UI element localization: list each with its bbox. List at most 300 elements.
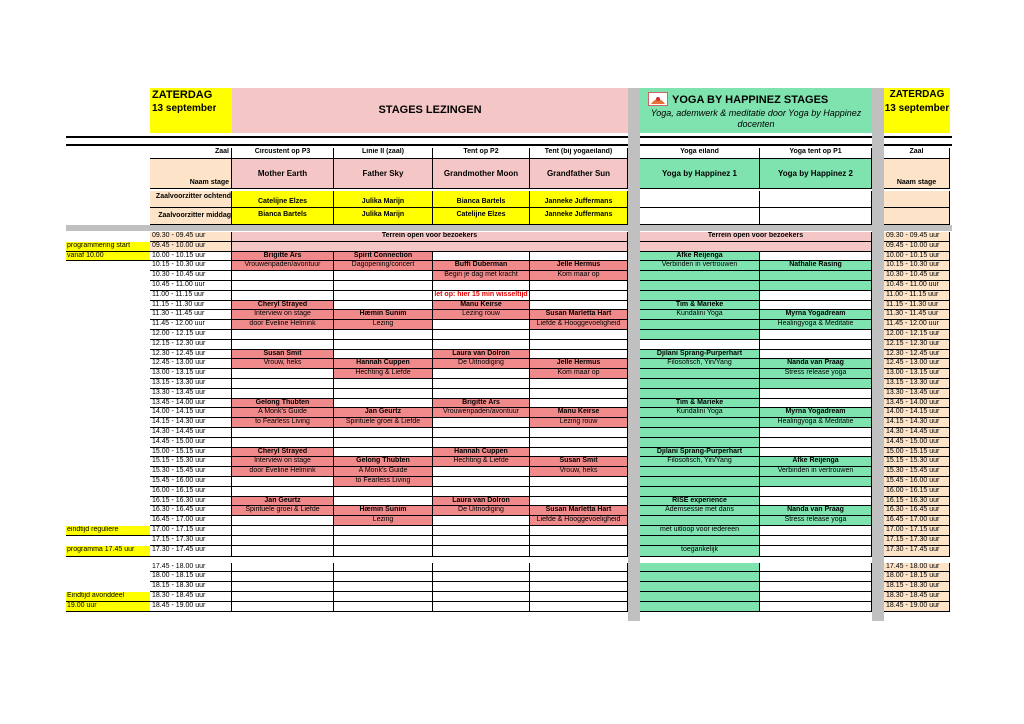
session-cell: Jelle Hermus bbox=[530, 359, 628, 369]
session-cell: Kundalini Yoga bbox=[640, 310, 760, 320]
session-cell: Begin je dag met kracht bbox=[433, 271, 530, 281]
session-cell: Lezing rouw bbox=[433, 310, 530, 320]
time-left-24: 15.30 - 15.45 uur bbox=[150, 467, 232, 477]
slot-19-2 bbox=[433, 418, 530, 428]
terrein-open-stages: Terrein open voor bezoekers bbox=[232, 232, 628, 242]
yoga-fill bbox=[640, 516, 760, 526]
time-left-30: 17.00 - 17.15 uur bbox=[150, 526, 232, 536]
chair-morning-0: Catelijne Elzes bbox=[232, 191, 334, 208]
slot-31-5 bbox=[760, 536, 872, 546]
time-left-5: 10.45 - 11.00 uur bbox=[150, 281, 232, 291]
time-left-15: 13.15 - 13.30 uur bbox=[150, 379, 232, 389]
slot-31-2 bbox=[433, 536, 530, 546]
session-cell: Cheryl Strayed bbox=[232, 448, 334, 458]
slot-16-3 bbox=[530, 389, 628, 399]
session-cell: Susan Marletta Hart bbox=[530, 310, 628, 320]
slot-32-5 bbox=[760, 546, 872, 557]
time-left-13: 12.45 - 13.00 uur bbox=[150, 359, 232, 369]
time-right-16: 13.30 - 13.45 uur bbox=[884, 389, 950, 399]
time-right-11: 12.15 - 12.30 uur bbox=[884, 340, 950, 350]
slot-25-3 bbox=[530, 477, 628, 487]
session-cell: to Fearless Living bbox=[232, 418, 334, 428]
separator-left bbox=[628, 88, 640, 621]
chair-afternoon-2: Catelijne Elzes bbox=[433, 208, 530, 225]
stage-name-label-left: Naam stage bbox=[150, 159, 232, 189]
slot-30-5 bbox=[760, 526, 872, 536]
session-cell: De Uitnodiging bbox=[433, 506, 530, 516]
session-cell: Verbinden in vertrouwen bbox=[760, 467, 872, 477]
time-left-36: 18.15 - 18.30 uur bbox=[150, 582, 232, 592]
time-right-25: 15.45 - 16.00 uur bbox=[884, 477, 950, 487]
session-cell: Lezing rouw bbox=[530, 418, 628, 428]
slot-15-2 bbox=[433, 379, 530, 389]
session-cell: Hechting & Liefde bbox=[334, 369, 433, 379]
time-left-4: 10.30 - 10.45 uur bbox=[150, 271, 232, 281]
time-left-10: 12.00 - 12.15 uur bbox=[150, 330, 232, 340]
stage-name-label-right: Naam stage bbox=[884, 159, 950, 189]
chair-afternoon-3: Janneke Juffermans bbox=[530, 208, 628, 225]
slot-6-0 bbox=[232, 291, 334, 301]
yoga-fill bbox=[640, 369, 760, 379]
slot-31-3 bbox=[530, 536, 628, 546]
time-left-16: 13.30 - 13.45 uur bbox=[150, 389, 232, 399]
time-right-26: 16.00 - 16.15 uur bbox=[884, 487, 950, 497]
yoga-fill bbox=[640, 271, 760, 281]
slot-10-5 bbox=[760, 330, 872, 340]
session-cell: Laura van Dolron bbox=[433, 497, 530, 507]
session-cell: Verbinden in vertrouwen bbox=[640, 261, 760, 271]
yoga-fill bbox=[640, 536, 760, 546]
time-left-12: 12.30 - 12.45 uur bbox=[150, 350, 232, 360]
venue-4: Yoga eiland bbox=[640, 148, 760, 159]
separator-band bbox=[66, 225, 952, 231]
slot-7-3 bbox=[530, 301, 628, 311]
session-cell: Interview on stage bbox=[232, 457, 334, 467]
session-cell: Spirituele groei & Liefde bbox=[334, 418, 433, 428]
slot-26-5 bbox=[760, 487, 872, 497]
time-left-22: 15.00 - 15.15 uur bbox=[150, 448, 232, 458]
venue-3: Tent (bij yogaeiland) bbox=[530, 148, 628, 159]
time-left-11: 12.15 - 12.30 uur bbox=[150, 340, 232, 350]
side-note-end_2: programma 17.45 uur bbox=[66, 546, 150, 557]
yoga-fill bbox=[760, 271, 872, 281]
slot-32-2 bbox=[433, 546, 530, 557]
session-cell: Jelle Hermus bbox=[530, 261, 628, 271]
yoga-fill bbox=[640, 428, 760, 438]
session-cell: Liefde & Hooggevoeligheid bbox=[530, 516, 628, 526]
slot-20-2 bbox=[433, 428, 530, 438]
yoga-fill bbox=[640, 379, 760, 389]
venue-0: Circustent op P3 bbox=[232, 148, 334, 159]
session-cell: A Monk's Guide bbox=[232, 408, 334, 418]
session-cell: Vrouw, heks bbox=[232, 359, 334, 369]
session-cell: Vrouw, heks bbox=[530, 467, 628, 477]
slot-4-1 bbox=[334, 271, 433, 281]
slot-35-2 bbox=[433, 572, 530, 582]
session-cell: Kundalini Yoga bbox=[640, 408, 760, 418]
chair-afternoon-5 bbox=[760, 208, 872, 225]
terrein-open-yoga: Terrein open voor bezoekers bbox=[640, 232, 872, 242]
slot-31-0 bbox=[232, 536, 334, 546]
session-cell: Afke Reijenga bbox=[640, 252, 760, 262]
slot-22-3 bbox=[530, 448, 628, 458]
time-right-12: 12.30 - 12.45 uur bbox=[884, 350, 950, 360]
session-cell: Interview on stage bbox=[232, 310, 334, 320]
separator-right bbox=[872, 88, 884, 621]
yoga-fill bbox=[640, 438, 760, 448]
time-right-0: 09.30 - 09.45 uur bbox=[884, 232, 950, 242]
chair-morning-5 bbox=[760, 191, 872, 208]
slot-17-3 bbox=[530, 399, 628, 409]
time-right-3: 10.15 - 10.30 uur bbox=[884, 261, 950, 271]
slot-36-0 bbox=[232, 582, 334, 592]
schedule-grid bbox=[66, 88, 952, 621]
session-cell: Susan Smit bbox=[232, 350, 334, 360]
session-cell: Hæmin Sunim bbox=[334, 310, 433, 320]
time-right-7: 11.15 - 11.30 uur bbox=[884, 301, 950, 311]
slot-12-5 bbox=[760, 350, 872, 360]
slot-35-5 bbox=[760, 572, 872, 582]
time-right-34: 17.45 - 18.00 uur bbox=[884, 563, 950, 573]
slot-15-1 bbox=[334, 379, 433, 389]
slot-37-1 bbox=[334, 592, 433, 602]
slot-26-3 bbox=[530, 487, 628, 497]
time-left-6: 11.00 - 11.15 uur bbox=[150, 291, 232, 301]
slot-6-1 bbox=[334, 291, 433, 301]
time-left-31: 17.15 - 17.30 uur bbox=[150, 536, 232, 546]
time-right-14: 13.00 - 13.15 uur bbox=[884, 369, 950, 379]
slot-25-0 bbox=[232, 477, 334, 487]
slot-27-3 bbox=[530, 497, 628, 507]
slot-36-3 bbox=[530, 582, 628, 592]
time-left-9: 11.45 - 12.00 uur bbox=[150, 320, 232, 330]
slot-38-0 bbox=[232, 602, 334, 612]
slot-24-2 bbox=[433, 467, 530, 477]
header-day-left-title: ZATERDAG bbox=[152, 89, 213, 101]
session-cell: Manu Keirse bbox=[433, 301, 530, 311]
slot-30-0 bbox=[232, 526, 334, 536]
venue-1: Linie II (zaal) bbox=[334, 148, 433, 159]
slot-11-0 bbox=[232, 340, 334, 350]
session-cell: Djilani Sprang-Purperhart bbox=[640, 448, 760, 458]
time-left-21: 14.45 - 15.00 uur bbox=[150, 438, 232, 448]
slot-36-5 bbox=[760, 582, 872, 592]
session-cell: Afke Reijenga bbox=[760, 457, 872, 467]
slot-2-5 bbox=[760, 252, 872, 262]
yoga-fill bbox=[640, 477, 760, 487]
header-day-right-title: ZATERDAG bbox=[889, 89, 945, 100]
slot-34-2 bbox=[433, 563, 530, 573]
slot-27-5 bbox=[760, 497, 872, 507]
slot-21-5 bbox=[760, 438, 872, 448]
slot-32-0 bbox=[232, 546, 334, 557]
stage-name-5: Yoga by Happinez 2 bbox=[760, 159, 872, 189]
time-right-1: 09.45 - 10.00 uur bbox=[884, 242, 950, 252]
session-cell: Manu Keirse bbox=[530, 408, 628, 418]
yoga-fill bbox=[640, 487, 760, 497]
slot-9-2 bbox=[433, 320, 530, 330]
chair-afternoon-label: Zaalvoorzitter middag bbox=[150, 208, 232, 225]
session-cell: Tim & Marieke bbox=[640, 399, 760, 409]
slot-26-1 bbox=[334, 487, 433, 497]
time-left-32: 17.30 - 17.45 uur bbox=[150, 546, 232, 557]
slot-35-1 bbox=[334, 572, 433, 582]
slot-16-5 bbox=[760, 389, 872, 399]
slot-37-2 bbox=[433, 592, 530, 602]
slot-17-1 bbox=[334, 399, 433, 409]
slot-34-3 bbox=[530, 563, 628, 573]
time-right-19: 14.15 - 14.30 uur bbox=[884, 418, 950, 428]
schedule-sheet bbox=[66, 88, 952, 621]
venue-2: Tent op P2 bbox=[433, 148, 530, 159]
slot-2-3 bbox=[530, 252, 628, 262]
slot-6-5 bbox=[760, 291, 872, 301]
slot-10-2 bbox=[433, 330, 530, 340]
slot-11-3 bbox=[530, 340, 628, 350]
venue-label-left: Zaal bbox=[150, 148, 232, 159]
slot-26-0 bbox=[232, 487, 334, 497]
session-cell: Hannah Cuppen bbox=[433, 448, 530, 458]
session-cell: toegankelijk bbox=[640, 546, 760, 557]
yoga-fill bbox=[640, 582, 760, 592]
session-cell: Tim & Marieke bbox=[640, 301, 760, 311]
time-left-8: 11.30 - 11.45 uur bbox=[150, 310, 232, 320]
slot-26-2 bbox=[433, 487, 530, 497]
time-right-32: 17.30 - 17.45 uur bbox=[884, 546, 950, 557]
time-left-17: 13.45 - 14.00 uur bbox=[150, 399, 232, 409]
slot-2-2 bbox=[433, 252, 530, 262]
slot-29-2 bbox=[433, 516, 530, 526]
stage-name-4: Yoga by Happinez 1 bbox=[640, 159, 760, 189]
session-cell: Brigitte Ars bbox=[433, 399, 530, 409]
time-right-18: 14.00 - 14.15 uur bbox=[884, 408, 950, 418]
time-left-25: 15.45 - 16.00 uur bbox=[150, 477, 232, 487]
slot-21-1 bbox=[334, 438, 433, 448]
session-cell: met uitloop voor iedereen bbox=[640, 526, 760, 536]
time-right-6: 11.00 - 11.15 uur bbox=[884, 291, 950, 301]
slot-11-4 bbox=[640, 340, 760, 350]
slot-16-0 bbox=[232, 389, 334, 399]
chair-afternoon-1: Julika Marijn bbox=[334, 208, 433, 225]
session-cell: Nathalie Rasing bbox=[760, 261, 872, 271]
chair-morning-4 bbox=[640, 191, 760, 208]
time-right-2: 10.00 - 10.15 uur bbox=[884, 252, 950, 262]
yoga-fill bbox=[640, 592, 760, 602]
time-left-34: 17.45 - 18.00 uur bbox=[150, 563, 232, 573]
time-right-30: 17.00 - 17.15 uur bbox=[884, 526, 950, 536]
session-cell: Vrouwenpaden/avontuur bbox=[232, 261, 334, 271]
slot-34-0 bbox=[232, 563, 334, 573]
session-cell: Dagopening/concert bbox=[334, 261, 433, 271]
stage-name-0: Mother Earth bbox=[232, 159, 334, 189]
slot-38-3 bbox=[530, 602, 628, 612]
time-left-2: 10.00 - 10.15 uur bbox=[150, 252, 232, 262]
time-right-9: 11.45 - 12.00 uur bbox=[884, 320, 950, 330]
slot-36-2 bbox=[433, 582, 530, 592]
session-cell: Stress release yoga bbox=[760, 369, 872, 379]
slot-5-1 bbox=[334, 281, 433, 291]
time-left-28: 16.30 - 16.45 uur bbox=[150, 506, 232, 516]
session-cell: Cheryl Strayed bbox=[232, 301, 334, 311]
slot-11-2 bbox=[433, 340, 530, 350]
session-cell: let op: hier 15 min wisseltijd bbox=[433, 291, 530, 301]
time-left-23: 15.15 - 15.30 uur bbox=[150, 457, 232, 467]
time-right-4: 10.30 - 10.45 uur bbox=[884, 271, 950, 281]
slot-15-0 bbox=[232, 379, 334, 389]
slot-11-5 bbox=[760, 340, 872, 350]
session-cell: Hechting & Liefde bbox=[433, 457, 530, 467]
session-cell: Laura van Dolron bbox=[433, 350, 530, 360]
yoga-fill bbox=[760, 281, 872, 291]
venue-5: Yoga tent op P1 bbox=[760, 148, 872, 159]
session-cell: Healingyoga & Meditatie bbox=[760, 418, 872, 428]
slot-37-5 bbox=[760, 592, 872, 602]
session-cell: Spirit Connection bbox=[334, 252, 433, 262]
yoga-fill bbox=[640, 467, 760, 477]
time-right-8: 11.30 - 11.45 uur bbox=[884, 310, 950, 320]
time-right-24: 15.30 - 15.45 uur bbox=[884, 467, 950, 477]
yoga-fill bbox=[640, 572, 760, 582]
chair-afternoon-0: Bianca Bartels bbox=[232, 208, 334, 225]
slot-38-2 bbox=[433, 602, 530, 612]
venue-label-right: Zaal bbox=[884, 148, 950, 159]
slot-11-1 bbox=[334, 340, 433, 350]
time-left-38: 18.45 - 19.00 uur bbox=[150, 602, 232, 612]
session-cell: Hæmin Sunim bbox=[334, 506, 433, 516]
slot-30-1 bbox=[334, 526, 433, 536]
yoga-fill bbox=[640, 602, 760, 612]
session-cell: Vrouwenpaden/avontuur bbox=[433, 408, 530, 418]
side-note-evening_1: Eindtijd avonddeel bbox=[66, 592, 150, 602]
slot-21-0 bbox=[232, 438, 334, 448]
slot-34-1 bbox=[334, 563, 433, 573]
time-left-19: 14.15 - 14.30 uur bbox=[150, 418, 232, 428]
chair-morning-2: Bianca Bartels bbox=[433, 191, 530, 208]
session-cell: De Uitnodiging bbox=[433, 359, 530, 369]
session-cell: Liefde & Hooggevoeligheid bbox=[530, 320, 628, 330]
slot-30-3 bbox=[530, 526, 628, 536]
slot-32-3 bbox=[530, 546, 628, 557]
header-day-left-date: 13 september bbox=[152, 103, 217, 114]
time-left-18: 14.00 - 14.15 uur bbox=[150, 408, 232, 418]
session-cell: Ademsessie met dans bbox=[640, 506, 760, 516]
slot-20-3 bbox=[530, 428, 628, 438]
time-right-31: 17.15 - 17.30 uur bbox=[884, 536, 950, 546]
chair-morning-label: Zaalvoorzitter ochtend bbox=[150, 191, 232, 208]
session-cell: Filosofisch, Yin/Yang bbox=[640, 457, 760, 467]
session-cell: Lezing bbox=[334, 516, 433, 526]
slot-20-0 bbox=[232, 428, 334, 438]
time-right-20: 14.30 - 14.45 uur bbox=[884, 428, 950, 438]
time-left-1: 09.45 - 10.00 uur bbox=[150, 242, 232, 252]
slot-25-2 bbox=[433, 477, 530, 487]
time-left-26: 16.00 - 16.15 uur bbox=[150, 487, 232, 497]
slot-20-1 bbox=[334, 428, 433, 438]
slot-22-5 bbox=[760, 448, 872, 458]
slot-14-0 bbox=[232, 369, 334, 379]
time-right-27: 16.15 - 16.30 uur bbox=[884, 497, 950, 507]
session-cell: Kom maar op bbox=[530, 369, 628, 379]
header-yoga-subtitle: Yoga, ademwerk & meditatie door Yoga by Happinez docenten bbox=[650, 108, 862, 129]
time-right-15: 13.15 - 13.30 uur bbox=[884, 379, 950, 389]
time-right-38: 18.45 - 19.00 uur bbox=[884, 602, 950, 612]
yoga-fill bbox=[640, 418, 760, 428]
slot-4-0 bbox=[232, 271, 334, 281]
yoga-fill bbox=[760, 477, 872, 487]
slot-5-0 bbox=[232, 281, 334, 291]
time-left-0: 09.30 - 09.45 uur bbox=[150, 232, 232, 242]
time-right-21: 14.45 - 15.00 uur bbox=[884, 438, 950, 448]
time-right-29: 16.45 - 17.00 uur bbox=[884, 516, 950, 526]
session-cell: Stress release yoga bbox=[760, 516, 872, 526]
time-right-17: 13.45 - 14.00 uur bbox=[884, 399, 950, 409]
yoga-fill bbox=[640, 330, 760, 340]
yoga-fill bbox=[640, 563, 760, 573]
time-left-20: 14.30 - 14.45 uur bbox=[150, 428, 232, 438]
slot-7-5 bbox=[760, 301, 872, 311]
slot-37-0 bbox=[232, 592, 334, 602]
slot-31-1 bbox=[334, 536, 433, 546]
chair-morning-1: Julika Marijn bbox=[334, 191, 433, 208]
slot-32-1 bbox=[334, 546, 433, 557]
yoga-fill bbox=[640, 291, 760, 301]
slot-35-0 bbox=[232, 572, 334, 582]
session-cell: Spirituele groei & Liefde bbox=[232, 506, 334, 516]
time-right-5: 10.45 - 11.00 uur bbox=[884, 281, 950, 291]
slot-35-3 bbox=[530, 572, 628, 582]
session-cell: Filosofisch, Yin/Yang bbox=[640, 359, 760, 369]
slot-10-1 bbox=[334, 330, 433, 340]
slot-10-0 bbox=[232, 330, 334, 340]
session-cell: Kom maar op bbox=[530, 271, 628, 281]
yoga-fill bbox=[640, 281, 760, 291]
slot-12-1 bbox=[334, 350, 433, 360]
session-cell: Susan Smit bbox=[530, 457, 628, 467]
slot-34-5 bbox=[760, 563, 872, 573]
session-cell: Myrna Yogadream bbox=[760, 310, 872, 320]
header-yoga-title: YOGA BY HAPPINEZ STAGES bbox=[672, 94, 829, 106]
slot-27-1 bbox=[334, 497, 433, 507]
session-cell: Myrna Yogadream bbox=[760, 408, 872, 418]
session-cell: Jan Geurtz bbox=[232, 497, 334, 507]
session-cell: Healingyoga & Meditatie bbox=[760, 320, 872, 330]
slot-16-1 bbox=[334, 389, 433, 399]
time-left-14: 13.00 - 13.15 uur bbox=[150, 369, 232, 379]
header-stages-title: STAGES LEZINGEN bbox=[378, 104, 482, 116]
time-right-10: 12.00 - 12.15 uur bbox=[884, 330, 950, 340]
time-right-35: 18.00 - 18.15 uur bbox=[884, 572, 950, 582]
slot-17-5 bbox=[760, 399, 872, 409]
side-note-evening_2: 19.00 uur bbox=[66, 602, 150, 612]
slot-7-1 bbox=[334, 301, 433, 311]
stage-name-3: Grandfather Sun bbox=[530, 159, 628, 189]
session-cell: Nanda van Praag bbox=[760, 359, 872, 369]
time-right-23: 15.15 - 15.30 uur bbox=[884, 457, 950, 467]
time-left-3: 10.15 - 10.30 uur bbox=[150, 261, 232, 271]
chair-morning-3: Janneke Juffermans bbox=[530, 191, 628, 208]
chair-afternoon-4 bbox=[640, 208, 760, 225]
session-cell: Djilani Sprang-Purperhart bbox=[640, 350, 760, 360]
side-note-end_1: eindtijd reguliere bbox=[66, 526, 150, 536]
slot-21-3 bbox=[530, 438, 628, 448]
session-cell: door Eveline Helmink bbox=[232, 320, 334, 330]
slot-22-1 bbox=[334, 448, 433, 458]
slot-20-5 bbox=[760, 428, 872, 438]
pre-start-yoga bbox=[640, 242, 872, 252]
session-cell: Nanda van Praag bbox=[760, 506, 872, 516]
time-left-27: 16.15 - 16.30 uur bbox=[150, 497, 232, 507]
session-cell: Gelong Thubten bbox=[334, 457, 433, 467]
